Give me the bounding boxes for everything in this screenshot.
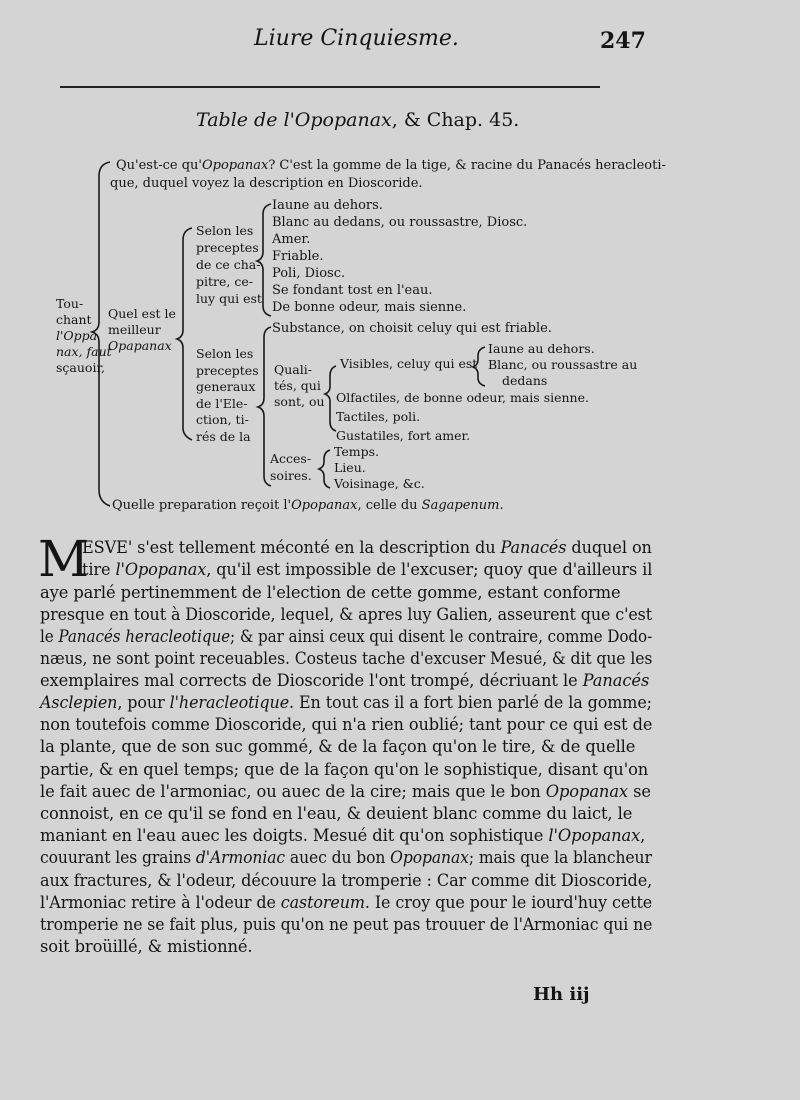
visibles-items [488, 341, 637, 389]
group-a-item: Blanc au dedans, ou roussastre, Diosc. [272, 215, 528, 230]
root-label-line: nax, faut [56, 344, 112, 359]
group-a-item: Poli, Diosc. [272, 266, 346, 281]
body-run: presque en tout à Dioscoride, lequel, & apres luy Galien, asseurent que c'est [40, 605, 652, 624]
body-run: , [640, 826, 646, 845]
body-run: l'Armoniac retire à l'odeur de [40, 893, 281, 912]
root-label-line: sçauoir, [56, 360, 106, 375]
body-run: . Ie croy que pour le iourd'huy cette [364, 893, 653, 912]
group-a-item: Iaune au dehors. [272, 198, 383, 213]
accessoires-item: Temps. [334, 444, 380, 459]
group-a-line: pitre, ce- [196, 274, 253, 289]
body-line [40, 895, 652, 911]
qualites-item: Olfactiles, de bonne odeur, mais sienne. [336, 390, 589, 405]
body-run: aye parlé pertinemment de l'election de cette gomme, estant conforme [40, 583, 621, 602]
best-question-line: Opapanax [108, 338, 172, 353]
visibles-item: dedans [502, 373, 548, 388]
body-line [40, 939, 253, 955]
group-b-line: Selon les [196, 346, 254, 361]
accessoires-line: Acces- [270, 451, 312, 466]
body-run: aux fractures, & l'odeur, découure la tromperie : Car comme dit Dioscoride, [40, 871, 653, 890]
body-line [40, 828, 645, 844]
accessoires-item: Lieu. [334, 460, 366, 475]
table-question-preparation [112, 499, 504, 512]
accessoires-item: Voisinage, &c. [334, 476, 425, 491]
accessoires-line: soires. [270, 468, 312, 483]
body-run: tromperie ne se fait plus, puis qu'on ne peut pas trouuer de l'Armoniac qui ne [40, 915, 653, 934]
body-run: auec du bon [285, 848, 391, 867]
body-run: partie, & en quel temps; que de la façon qu'on le sophistique, disant qu'on [40, 760, 649, 779]
group-a-item: Amer. [272, 232, 311, 247]
best-question-label [108, 306, 176, 354]
body-line [40, 629, 652, 645]
body-run: , qu'il est impossible de l'excuser; quoy que d'ailleurs il [206, 560, 653, 579]
best-question-line: Quel est le [108, 306, 176, 321]
table-title-suffix: , & Chap. 45. [391, 109, 520, 131]
body-run: duquel on [566, 538, 652, 557]
running-title: Liure Cinquiesme. [254, 26, 459, 51]
q1-lead: Qu'est-ce qu' [116, 158, 202, 173]
q3-name: Opopanax [291, 498, 358, 513]
q1-name: Opopanax [201, 158, 269, 173]
group-b-line: de l'Ele- [196, 395, 248, 411]
group-a-items [272, 197, 527, 316]
body-line [40, 850, 652, 866]
body-line [40, 784, 651, 800]
group-a-item: De bonne odeur, mais sienne. [272, 300, 467, 315]
group-a-item: Friable. [272, 249, 324, 264]
body-line [40, 585, 621, 601]
group-a-line: de ce cha- [196, 257, 261, 272]
qualites-label [274, 362, 325, 410]
body-run: ; mais que la blancheur [468, 848, 652, 867]
body-line [40, 673, 649, 689]
signature-mark: Hh iij [533, 984, 590, 1005]
body-run: Asclepien [40, 693, 118, 712]
body-line [40, 739, 635, 755]
body-line [40, 651, 652, 667]
body-run: Panacés [500, 538, 567, 557]
qualites-item: Gustatiles, fort amer. [336, 428, 471, 443]
q1-rest: ? C'est la gomme de la tige, & racine du Panacés heracleoti- [268, 158, 666, 173]
body-line [40, 695, 652, 711]
body-run: couurant les grains [40, 848, 196, 867]
body-line [40, 806, 632, 822]
body-run: connoist, en ce qu'il se fond en l'eau, & deuient blanc comme du laict, le [40, 804, 633, 823]
body-run: castoreum [280, 893, 365, 912]
body-run: le [40, 627, 59, 646]
group-a-line: Selon les [196, 223, 254, 238]
accessoires-label [270, 450, 312, 484]
page-number: 247 [600, 28, 646, 54]
substance-item: Substance, on choisit celuy qui est friable. [272, 321, 552, 336]
root-label-line: Tou- [56, 296, 84, 311]
root-label [56, 296, 112, 376]
root-label-line: chant [56, 312, 92, 327]
body-run: non toutefois comme Dioscoride, qui n'a rien oublié; tant pour ce qui est de [40, 715, 653, 734]
body-run: , pour [117, 693, 170, 712]
table-title-prefix: Table de l' [196, 109, 295, 131]
drop-cap: M [38, 530, 90, 588]
body-line [40, 717, 652, 733]
table-question-what [116, 159, 666, 172]
body-run: maniant en l'eau auec les doigts. Mesué dit qu'on sophistique [40, 826, 549, 845]
body-run: exemplaires mal corrects de Dioscoride l'ont trompé, décriuant le [40, 671, 583, 690]
body-run: . En tout cas il a fort bien parlé de la gomme; [289, 693, 652, 712]
body-run: Opopanax [545, 782, 629, 801]
group-a-item: Se fondant tost en l'eau. [272, 283, 433, 298]
group-b-label [196, 346, 259, 445]
qualites-items [336, 388, 589, 445]
best-question-line: meilleur [108, 322, 161, 337]
body-run: Opopanax [390, 848, 469, 867]
body-line [40, 762, 648, 778]
accessoires-items [334, 444, 425, 492]
qualites-line: Quali- [274, 362, 312, 377]
q3-lead: Quelle preparation reçoit l' [112, 498, 292, 513]
group-b-line: generaux [196, 379, 256, 394]
body-run: l'Opopanax [115, 560, 207, 579]
body-run: tire [82, 560, 116, 579]
root-label-line: l'Oppa [56, 328, 98, 343]
table-question-what-line2: que, duquel voyez la description en Dioscoride. [110, 176, 423, 191]
body-run: la plante, que de son suc gommé, & de la façon qu'on le tire, & de quelle [40, 737, 636, 756]
body-line [82, 540, 652, 556]
body-run: næus, ne sont point receuables. Costeus tache d'excuser Mesué, & dit que les [40, 649, 653, 668]
group-b-line: rés de la [196, 428, 251, 444]
body-run: l'heracleotique [169, 693, 290, 712]
qualites-item: Tactiles, poli. [336, 409, 421, 424]
table-title-name: Opopanax [294, 109, 392, 131]
body-line [40, 873, 652, 889]
body-run: se [628, 782, 651, 801]
body-run: Panacés [582, 671, 650, 690]
body-run: le fait auec de l'armoniac, ou auec de la cire; mais que le bon [40, 782, 546, 801]
qualites-line: tés, qui [274, 378, 321, 393]
body-run: ; & par ainsi ceux qui disent le contraire, comme Dodo- [230, 627, 653, 646]
visibles-label: Visibles, celuy qui est [340, 356, 478, 371]
body-run: soit broüillé, & mistionné. [40, 937, 253, 956]
group-a-line: preceptes [196, 240, 259, 255]
q3-name2: Sagapenum. [421, 498, 504, 513]
group-b-line: ction, ti- [196, 412, 249, 427]
group-a-line: luy qui est [196, 291, 262, 306]
body-line [82, 562, 652, 578]
body-run: Panacés heracleotique [58, 627, 231, 646]
body-run: d'Armoniac [195, 848, 286, 867]
body-line [40, 607, 652, 623]
group-a-label [196, 222, 262, 307]
q3-mid: , celle du [357, 498, 422, 513]
body-run: l'Opopanax [548, 826, 641, 845]
visibles-item: Blanc, ou roussastre au [488, 357, 638, 372]
body-run: ESVE' s'est tellement méconté en la description du [82, 538, 501, 557]
qualites-line: sont, ou [274, 394, 325, 409]
group-b-line: preceptes [196, 362, 259, 378]
visibles-item: Iaune au dehors. [488, 341, 595, 356]
body-line [40, 917, 652, 933]
